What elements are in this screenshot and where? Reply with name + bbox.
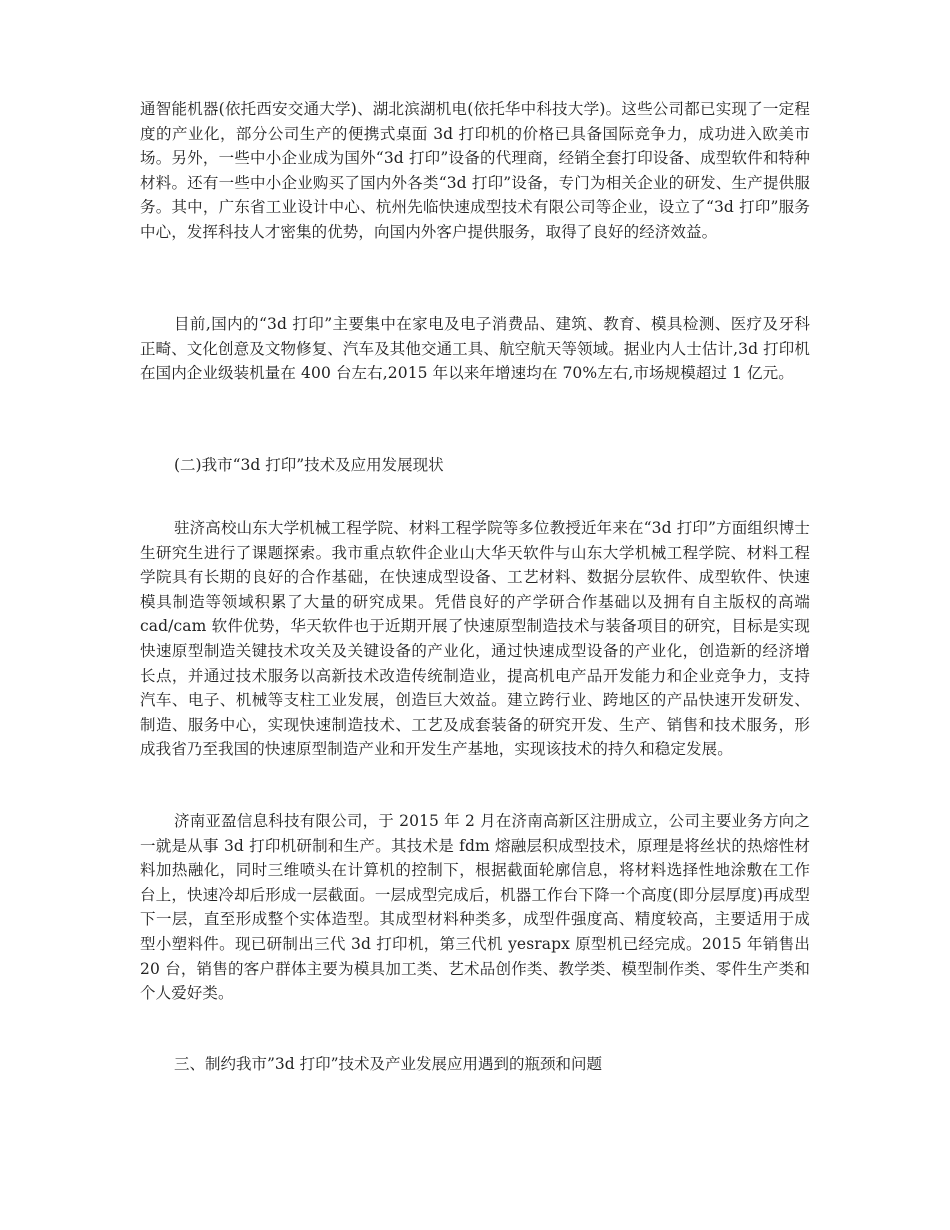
paragraph-university-research: 驻济高校山东大学机械工程学院、材料工程学院等多位教授近年来在“3d 打印”方面组织博士生研究生进行了课题探索。我市重点软件企业山大华天软件与山东大学机械工程学院、材料工程学院具有长期的良好的合作基础，在快速成型设备、工艺材料、数据分层软件、成型软件、快速模具制造等领域积累了大量的研究成果。凭借良好的产学研合作基础以及拥有自主版权的高端 cad/cam 软件优势，华天软件也于近期开展了快速原型制造技术与装备项目的研究，目标是实现快速原型制造关键技术攻关及关键设备的产业化，通过快速成型设备的产业化，创造新的经济增长点，并通过技术服务以高新技术改造传统制造业，提高机电产品开发能力和企业竞争力，支持汽车、电子、机械等支柱工业发展，创造巨大效益。建立跨行业、跨地区的产品快速开发研发、制造、服务中心，实现快速制造技术、工艺及成套装备的研究开发、生产、销售和技术服务，形成我省乃至我国的快速原型制造产业和开发生产基地，实现该技术的持久和稳定发展。 — [140, 519, 810, 759]
section-heading-city-status: (二)我市“3d 打印”技术及应用发展现状 — [174, 456, 444, 474]
paragraph-domestic-application-fields: 目前,国内的“3d 打印”主要集中在家电及电子消费品、建筑、教育、模具检测、医疗及牙科正畸、文化创意及文物修复、汽车及其他交通工具、航空航天等领域。据业内人士估计,3d 打印机在国内企业级装机量在 400 台左右,2015 年以来年增速均在 70%左右,市场规模超过 1 亿元。 — [140, 315, 810, 383]
paragraph-jinan-yaying-company: 济南亚盈信息科技有限公司，于 2015 年 2 月在济南高新区注册成立，公司主要业务方向之一就是从事 3d 打印机研制和生产。其技术是 fdm 熔融层积成型技术，原理是将丝状的热熔性材料加热融化，同时三维喷头在计算机的控制下，根据截面轮廓信息，将材料选择性地涂敷在工作台上，快速冷却后形成一层截面。一层成型完成后，机器工作台下降一个高度(即分层厚度)再成型下一层，直至形成整个实体造型。其成型材料种类多，成型件强度高、精度较高，主要适用于成型小塑料件。现已研制出三代 3d 打印机，第三代机 yesrapx 原型机已经完成。2015 年销售出 20 台，销售的客户群体主要为模具加工类、艺术品创作类、教学类、模型制作类、零件生产类和个人爱好类。 — [140, 812, 810, 1003]
section-heading-bottlenecks: 三、制约我市”3d 打印”技术及产业发展应用遇到的瓶颈和问题 — [174, 1055, 603, 1073]
paragraph-company-industrialization: 通智能机器(依托西安交通大学)、湖北滨湖机电(依托华中科技大学)。这些公司都已实现了一定程度的产业化，部分公司生产的便携式桌面 3d 打印机的价格已具备国际竞争力，成功进入欧美市场。另外，一些中小企业成为国外“3d 打印”设备的代理商，经销全套打印设备、成型软件和特种材料。还有一些中小企业购买了国内外各类“3d 打印”设备，专门为相关企业的研发、生产提供服务。其中，广东省工业设计中心、杭州先临快速成型技术有限公司等企业，设立了“3d 打印”服务中心，发挥科技人才密集的优势，向国内外客户提供服务，取得了良好的经济效益。 — [140, 100, 810, 241]
